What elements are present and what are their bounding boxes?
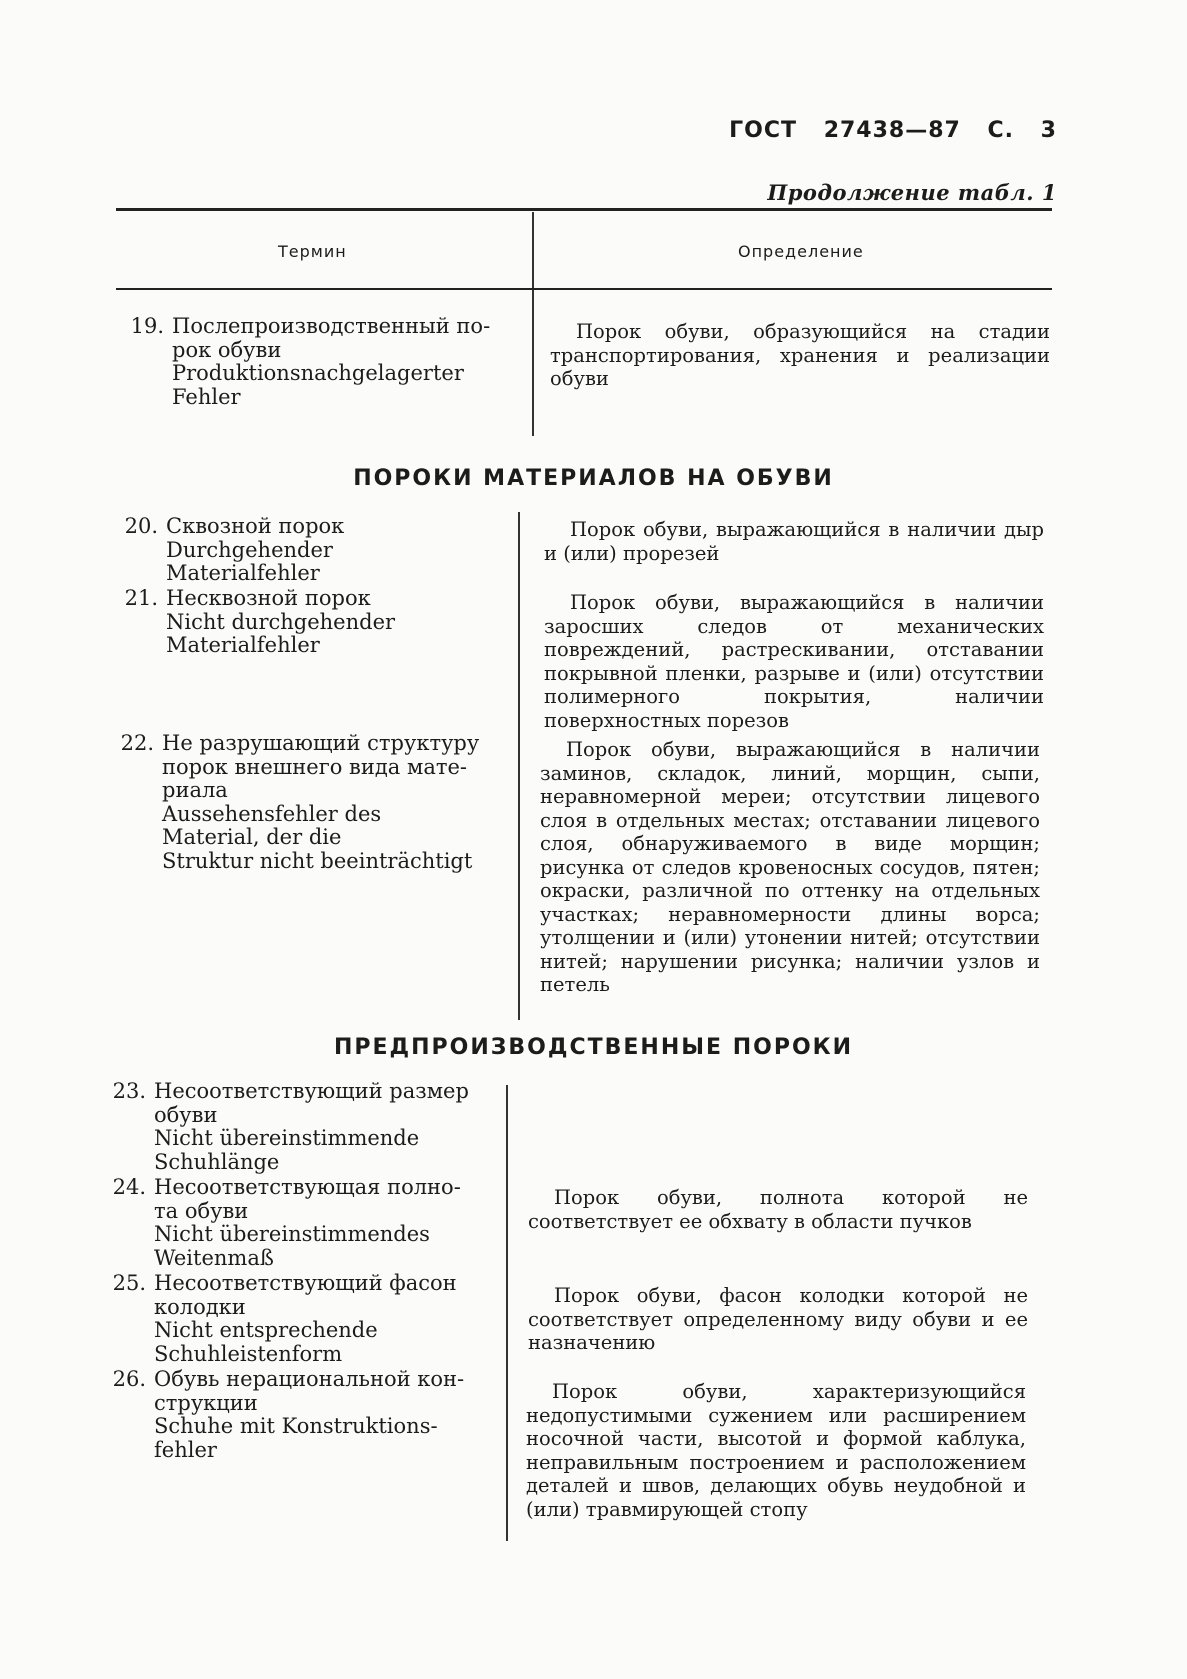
term-number: 26. xyxy=(112,1367,146,1391)
term-de: Fehler xyxy=(172,384,241,409)
term-de: Produktionsnachgelagerter xyxy=(172,361,464,385)
term-de: Schuhleistenform xyxy=(154,1341,343,1366)
term-ru: обуви xyxy=(154,1102,218,1127)
definition-21: Порок обуви, выражающийся в наличии заросших следов от механических повреждений, растрескивании, отставании покрывной пленки, разрыве и (или) отсутствии полимерного покрытия, наличии поверхностных порезов xyxy=(544,591,1044,732)
term-entry-19 xyxy=(122,315,512,409)
term-de: Durchgehender xyxy=(166,537,333,562)
definition-20: Порок обуви, выражающийся в наличии дыр и (или) прорезей xyxy=(544,518,1044,565)
term-number: 19. xyxy=(130,314,164,338)
term-ru: Несоответствующий размер xyxy=(154,1079,469,1103)
term-ru: Сквозной порок xyxy=(166,514,345,538)
term-ru: Несоответствующий фасон xyxy=(154,1271,457,1295)
term-ru: порок внешнего вида мате- xyxy=(162,754,467,779)
page-number: С. 3 xyxy=(987,118,1057,143)
term-ru: рок обуви xyxy=(172,337,282,362)
term-entry-25 xyxy=(104,1272,494,1366)
term-de: Nicht durchgehender xyxy=(166,609,396,634)
term-ru: Послепроизводственный по- xyxy=(172,314,491,338)
column-divider xyxy=(532,212,534,436)
term-entry-24 xyxy=(104,1176,494,1270)
page-header xyxy=(729,118,1057,143)
table-top-rule xyxy=(116,208,1052,211)
column-divider xyxy=(506,1085,508,1541)
table-header-rule xyxy=(116,288,1052,290)
term-de: Nicht übereinstimmende xyxy=(154,1126,420,1150)
term-number: 25. xyxy=(112,1271,146,1295)
term-de: Aussehensfehler des xyxy=(162,801,382,826)
term-ru: колодки xyxy=(154,1294,246,1319)
term-de: Struktur nicht beeinträchtigt xyxy=(162,848,473,873)
table-continuation: Продолжение табл. 1 xyxy=(767,180,1057,205)
section-title-preproduction: ПРЕДПРОИЗВОДСТВЕННЫЕ ПОРОКИ xyxy=(333,1035,854,1060)
section-title-materials: ПОРОКИ МАТЕРИАЛОВ НА ОБУВИ xyxy=(353,466,834,491)
term-de: Materialfehler xyxy=(166,561,320,585)
standard-number: ГОСТ 27438—87 xyxy=(729,118,961,143)
term-de: Schuhe mit Konstruktions- xyxy=(154,1414,438,1438)
term-ru: риала xyxy=(162,778,228,802)
term-ru: Не разрушающий структуру xyxy=(162,731,480,755)
term-number: 24. xyxy=(112,1175,146,1199)
term-ru: Несоответствующая полно- xyxy=(154,1175,461,1199)
term-ru: Несквозной порок xyxy=(166,586,371,610)
term-de: Schuhlänge xyxy=(154,1149,280,1174)
column-divider xyxy=(518,512,520,1020)
term-de: Nicht entsprechende xyxy=(154,1318,378,1342)
term-number: 23. xyxy=(112,1079,146,1103)
term-number: 22. xyxy=(120,731,154,755)
term-ru: та обуви xyxy=(154,1198,249,1223)
term-entry-20 xyxy=(116,515,506,586)
term-de: Materialfehler xyxy=(166,633,320,657)
term-de: Weitenmaß xyxy=(154,1245,274,1270)
term-entry-22 xyxy=(112,732,502,873)
column-header-definition: Определение xyxy=(738,242,864,261)
definition-24: Порок обуви, полнота которой не соответствует ее обхвату в области пучков xyxy=(528,1186,1028,1233)
term-number: 21. xyxy=(124,586,158,610)
definition-22: Порок обуви, выражающийся в наличии заминов, складок, линий, морщин, сыпи, неравномерной мереи; отсутствии лицевого слоя в отдельных местах; отставании лицевого слоя, обнаруживаемого в виде морщин; рисунка от следов кровеносных сосудов, пятен; окраски, различной по оттенку на отдельных участках; неравномерности длины ворса; утолщении и (или) утонении нитей; отсутствии нитей; нарушении рисунка; наличии узлов и петель xyxy=(540,738,1040,996)
term-entry-21 xyxy=(116,587,506,658)
definition-25: Порок обуви, фасон колодки которой не соответствует определенному виду обуви и ее назначению xyxy=(528,1284,1028,1354)
term-de: fehler xyxy=(154,1437,217,1462)
column-header-term: Термин xyxy=(278,242,347,261)
term-de: Nicht übereinstimmendes xyxy=(154,1222,430,1246)
term-entry-26 xyxy=(104,1368,494,1462)
term-ru: струкции xyxy=(154,1390,258,1415)
definition-19: Порок обуви, образующийся на стадии транспортирования, хранения и реализации обуви xyxy=(550,320,1050,390)
term-entry-23 xyxy=(104,1080,494,1174)
term-de: Material, der die xyxy=(162,825,342,849)
definition-26: Порок обуви, характеризующийся недопустимыми сужением или расширением носочной части, высотой и формой каблука, неправильным построением и расположением деталей и швов, делающих обувь неудобной и (или) травмирующей стопу xyxy=(526,1380,1026,1521)
term-number: 20. xyxy=(124,514,158,538)
term-ru: Обувь нерациональной кон- xyxy=(154,1367,465,1391)
